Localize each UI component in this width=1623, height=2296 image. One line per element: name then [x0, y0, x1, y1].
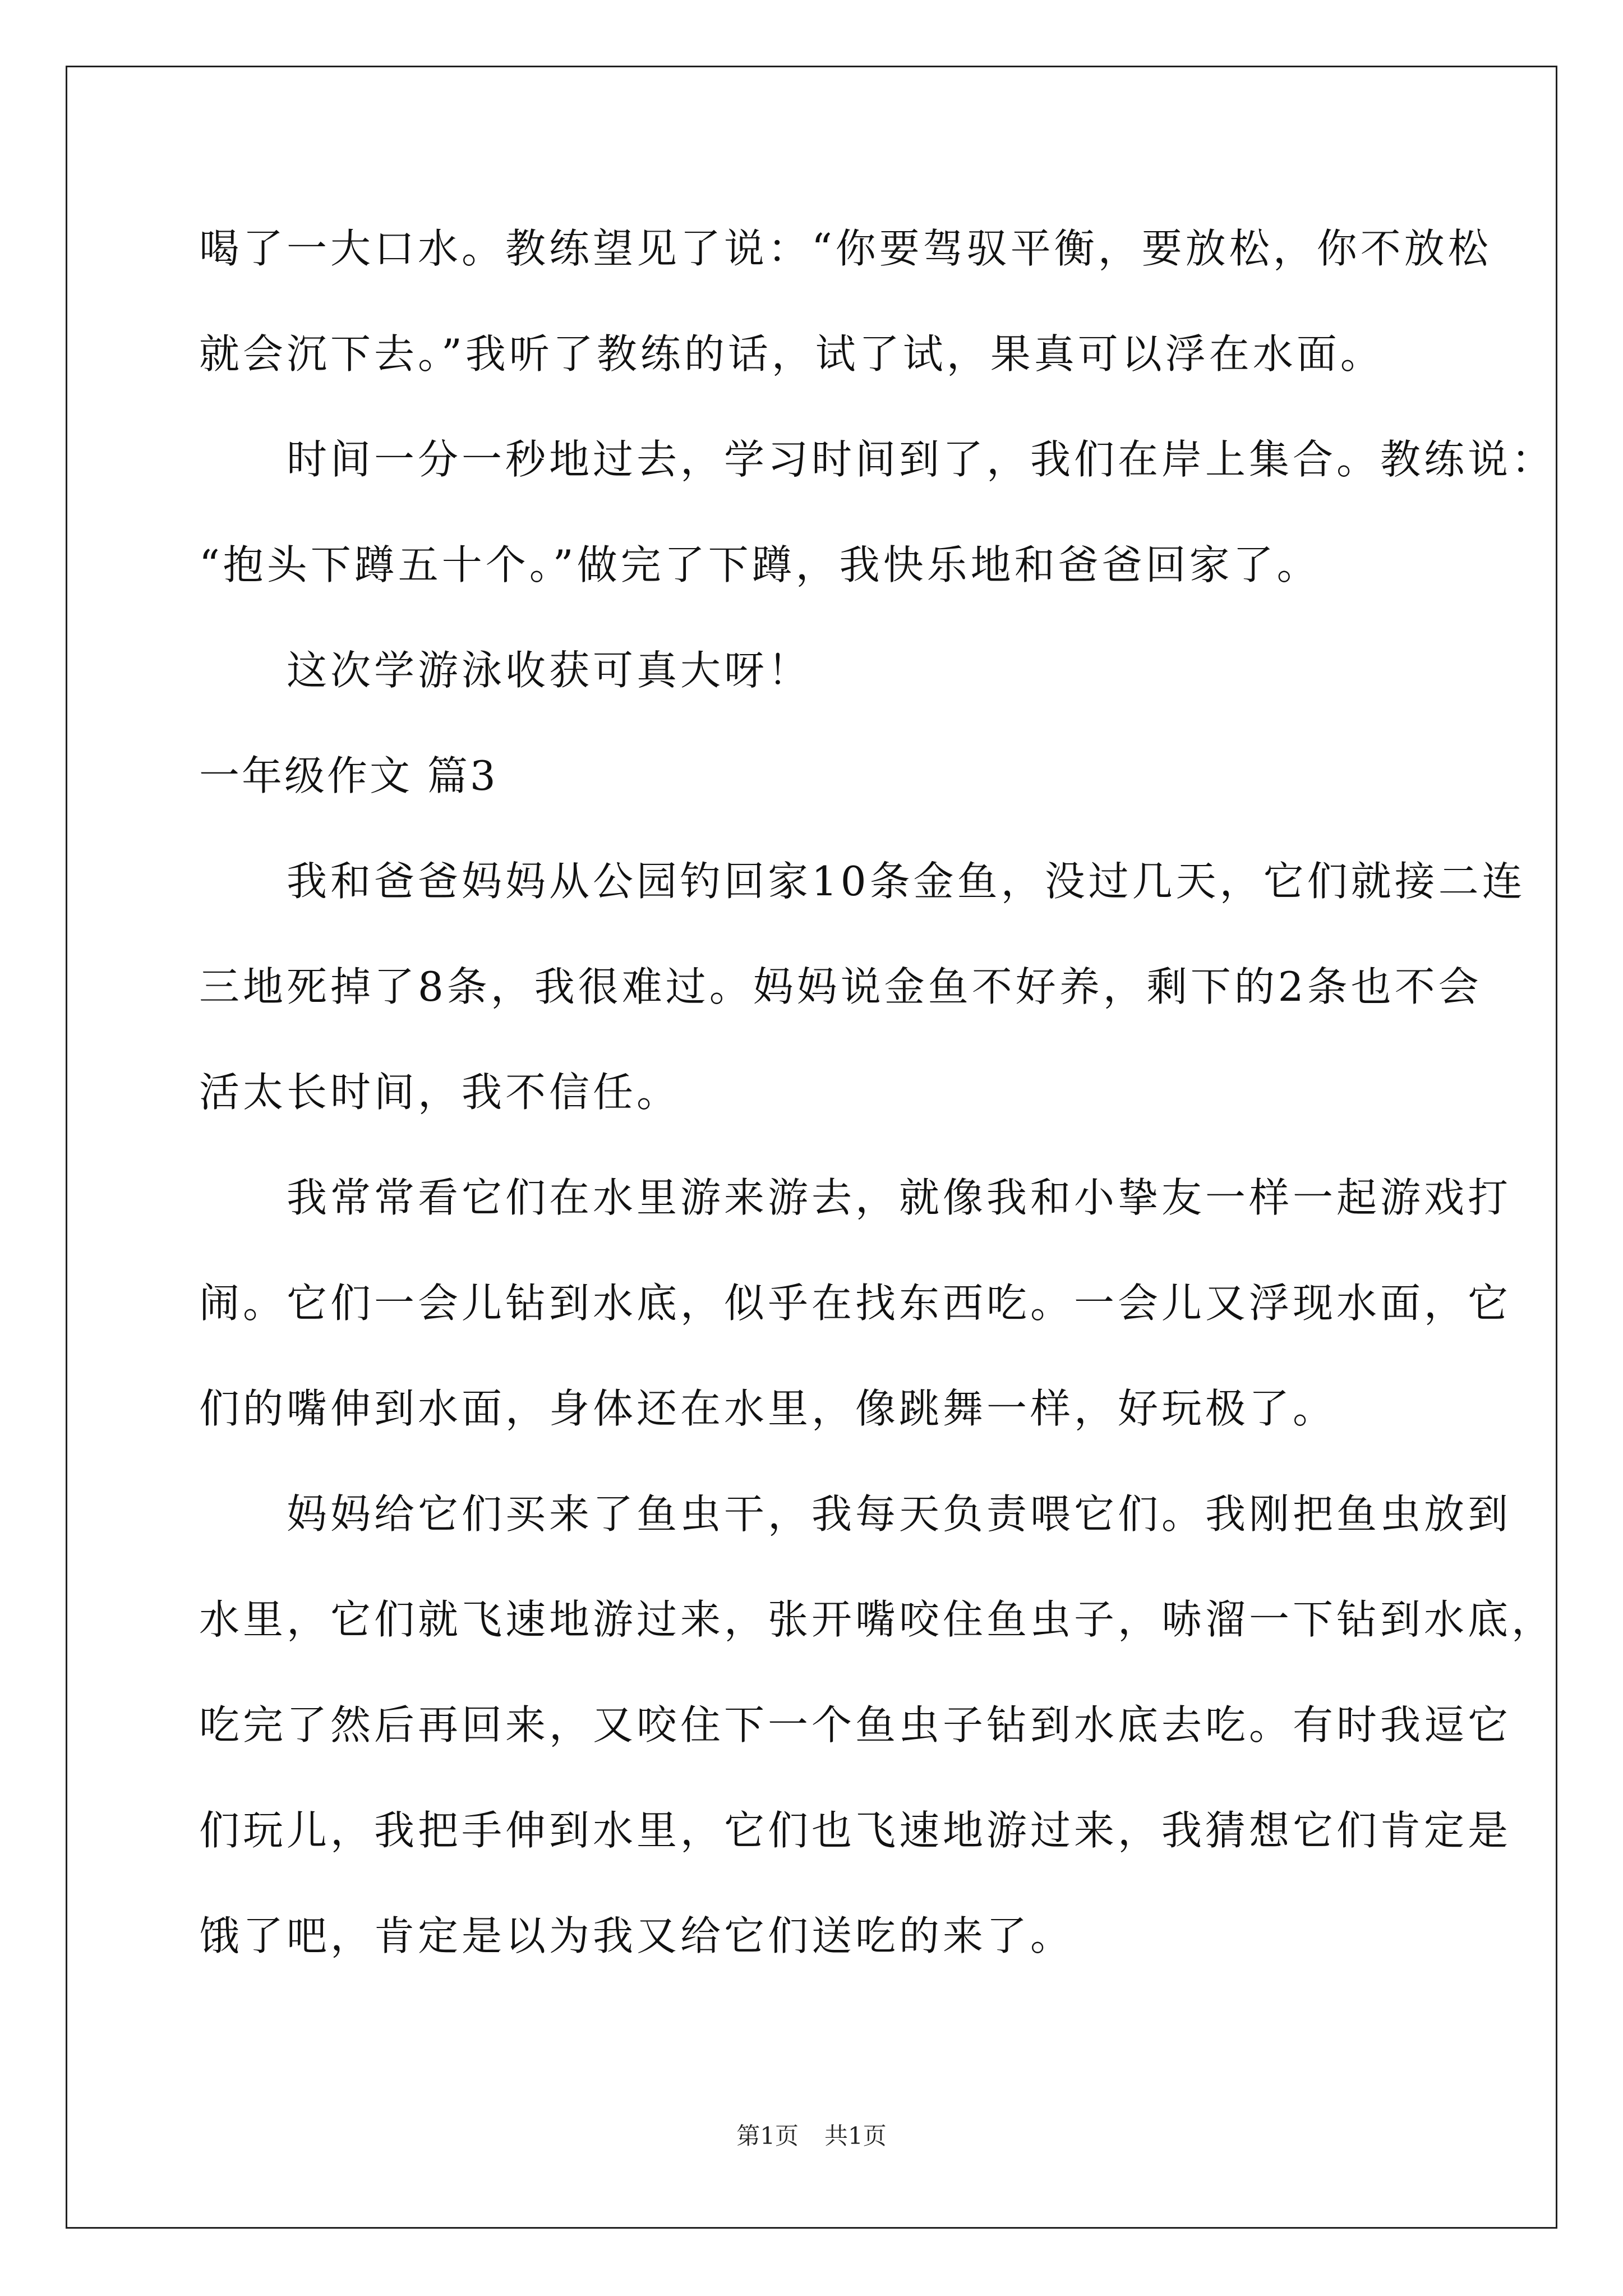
page-border: [66, 66, 1557, 2229]
text-line: 我和爸爸妈妈从公园钓回家10条金鱼，没过几天，它们就接二连: [199, 858, 1526, 905]
text-line: 时间一分一秒地过去，学习时间到了，我们在岸上集合。教练说：: [199, 436, 1556, 483]
page-number: 第1页: [736, 2122, 799, 2150]
text-line: 我常常看它们在水里游来游去，就像我和小挚友一样一起游戏打: [199, 1174, 1512, 1221]
text-line: 妈妈给它们买来了鱼虫干，我每天负责喂它们。我刚把鱼虫放到: [199, 1490, 1512, 1538]
text-line: 饿了吧，肯定是以为我又给它们送吃的来了。: [199, 1912, 1075, 1959]
page-total: 共1页: [824, 2122, 887, 2150]
text-line: 吃完了然后再回来，又咬住下一个鱼虫子钻到水底去吃。有时我逗它: [199, 1701, 1512, 1749]
text-line: 们玩儿，我把手伸到水里，它们也飞速地游过来，我猜想它们肯定是: [199, 1807, 1512, 1854]
text-line: 这次学游泳收获可真大呀！: [199, 647, 812, 694]
text-line: 水里，它们就飞速地游过来，张开嘴咬住鱼虫子，哧溜一下钻到水底，: [199, 1596, 1556, 1643]
text-line: 喝了一大口水。教练望见了说：“你要驾驭平衡，要放松，你不放松: [199, 225, 1492, 272]
text-line: 就会沉下去。”我听了教练的话，试了试，果真可以浮在水面。: [199, 330, 1384, 378]
section-heading: 一年级作文 篇3: [199, 752, 498, 799]
text-line: 三地死掉了8条，我很难过。妈妈说金鱼不好养，剩下的2条也不会: [199, 963, 1482, 1010]
text-line: 闹。它们一会儿钻到水底，似乎在找东西吃。一会儿又浮现水面，它: [199, 1280, 1512, 1327]
text-line: 活太长时间，我不信任。: [199, 1069, 681, 1116]
page-footer: [0, 2119, 1623, 2153]
text-line: 们的嘴伸到水面，身体还在水里，像跳舞一样，好玩极了。: [199, 1385, 1337, 1432]
text-line: “抱头下蹲五十个。”做完了下蹲，我快乐地和爸爸回家了。: [199, 541, 1321, 588]
